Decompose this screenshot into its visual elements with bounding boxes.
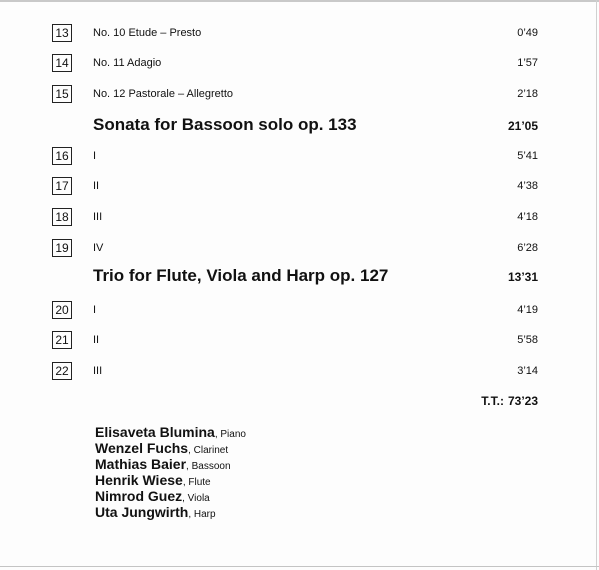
track-number: 18	[52, 208, 72, 226]
performer-instrument: , Flute	[182, 477, 211, 488]
track-row	[0, 362, 599, 384]
track-duration: 4’19	[517, 304, 538, 316]
performer-instrument: , Piano	[214, 429, 246, 440]
track-duration: 3’14	[517, 365, 538, 377]
page-edge-top	[0, 0, 599, 2]
total-time	[481, 394, 538, 408]
work-duration: 21’05	[507, 119, 538, 133]
track-number: 19	[52, 239, 72, 257]
track-number: 22	[52, 362, 72, 380]
track-number: 13	[52, 24, 72, 42]
track-row	[0, 147, 599, 169]
track-row	[0, 177, 599, 199]
performer	[95, 440, 246, 456]
track-title: I	[93, 150, 97, 162]
track-title: No. 11 Adagio	[93, 57, 162, 69]
work-duration: 13’31	[507, 270, 538, 284]
track-duration: 5’58	[517, 334, 538, 346]
performer-name: Henrik Wiese	[95, 472, 183, 488]
page-edge-bottom	[0, 566, 599, 567]
performer	[95, 472, 246, 488]
work-heading	[0, 114, 599, 138]
performer	[95, 488, 246, 504]
track-row	[0, 24, 599, 46]
total-time-label: T.T.:	[481, 394, 504, 408]
track-duration: 1’57	[517, 57, 538, 69]
track-row	[0, 85, 599, 107]
performer-name: Wenzel Fuchs	[95, 440, 189, 456]
performer-instrument: , Bassoon	[186, 461, 231, 472]
track-title: III	[93, 211, 103, 223]
performer-instrument: , Viola	[182, 493, 210, 504]
track-duration: 6’28	[517, 242, 538, 254]
track-number: 14	[52, 54, 72, 72]
performer-list	[95, 424, 246, 520]
performer-name: Nimrod Guez	[95, 488, 183, 504]
track-duration: 2’18	[517, 88, 538, 100]
track-row	[0, 239, 599, 261]
track-number: 21	[52, 331, 72, 349]
performer	[95, 504, 246, 520]
performer-name: Uta Jungwirth	[95, 504, 189, 520]
work-heading	[0, 265, 599, 289]
track-title: No. 12 Pastorale – Allegretto	[93, 88, 234, 100]
track-row	[0, 331, 599, 353]
track-number: 16	[52, 147, 72, 165]
track-title: IV	[93, 242, 104, 254]
work-title: Sonata for Bassoon solo op. 133	[93, 115, 357, 134]
performer-name: Mathias Baier	[95, 456, 187, 472]
work-title: Trio for Flute, Viola and Harp op. 127	[93, 266, 389, 285]
track-row	[0, 208, 599, 230]
track-row	[0, 301, 599, 323]
track-row	[0, 54, 599, 76]
track-number: 20	[52, 301, 72, 319]
track-number: 15	[52, 85, 72, 103]
performer	[95, 456, 246, 472]
track-duration: 4’38	[517, 180, 538, 192]
track-title: II	[93, 180, 100, 192]
performer-instrument: , Harp	[188, 509, 216, 520]
performer	[95, 424, 246, 440]
track-title: No. 10 Etude – Presto	[93, 27, 202, 39]
performer-name: Elisaveta Blumina	[95, 424, 215, 440]
total-time-value: 73’23	[507, 394, 538, 408]
track-number: 17	[52, 177, 72, 195]
track-duration: 5’41	[517, 150, 538, 162]
track-duration: 4’18	[517, 211, 538, 223]
track-title: I	[93, 304, 97, 316]
track-title: III	[93, 365, 103, 377]
track-duration: 0’49	[517, 27, 538, 39]
performer-instrument: , Clarinet	[188, 445, 229, 456]
track-title: II	[93, 334, 100, 346]
